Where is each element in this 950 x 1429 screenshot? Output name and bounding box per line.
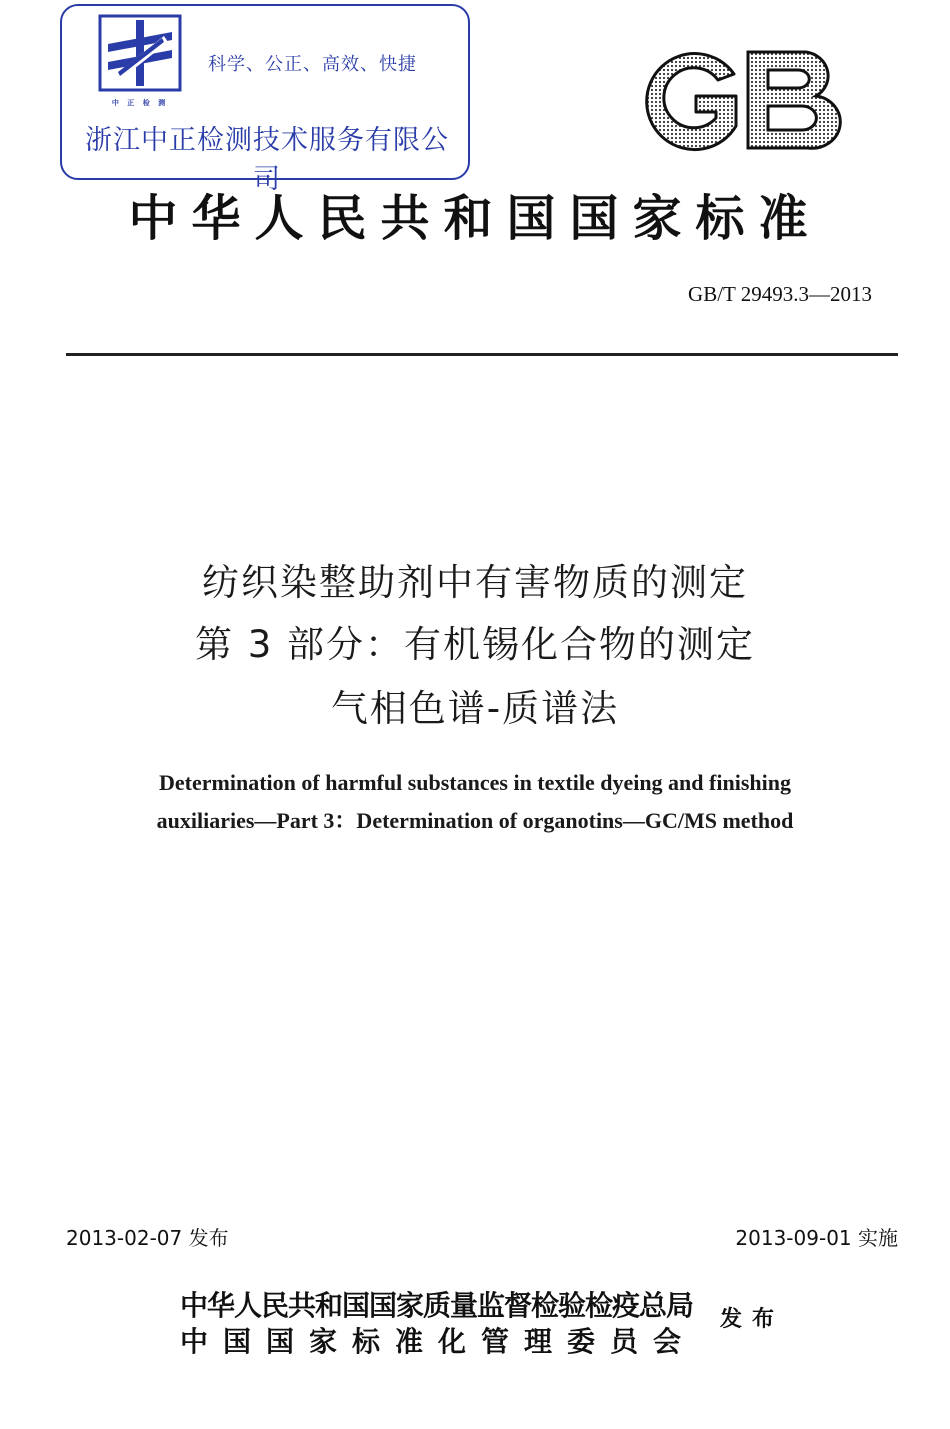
chinese-title-line: 第 3 部分：有机锡化合物的测定 — [194, 623, 756, 666]
english-title-line: auxiliaries—Part 3：Determination of organotins—GC/MS method — [156, 808, 794, 833]
national-standard-title: 中华人民共和国国家标准 — [128, 189, 822, 247]
english-title-line: Determination of harmful substances in textile dyeing and finishing — [159, 770, 791, 795]
company-stamp — [60, 4, 470, 195]
company-slogan: 科学、公正、高效、快捷 — [208, 54, 417, 75]
effective-date: 2013-09-01 实施 — [735, 1226, 898, 1250]
gb-logo-icon — [638, 44, 844, 156]
issuer-name: 中国国家标准化管理委员会 — [180, 1325, 697, 1358]
company-logo-icon — [98, 14, 182, 92]
issue-date: 2013-02-07 发布 — [66, 1226, 229, 1250]
chinese-title-line: 气相色谱-质谱法 — [330, 687, 620, 730]
issuer-name: 中华人民共和国国家质量监督检验检疫总局 — [180, 1289, 694, 1322]
publish-label: 发布 — [720, 1307, 785, 1332]
chinese-title-line: 纺织染整助剂中有害物质的测定 — [202, 561, 748, 604]
logo-caption: 中 正 检 测 — [111, 99, 169, 107]
header-divider — [66, 353, 898, 356]
company-name: 浙江中正检测技术服务有限公司 — [85, 125, 449, 195]
standard-number: GB/T 29493.3—2013 — [688, 282, 872, 306]
